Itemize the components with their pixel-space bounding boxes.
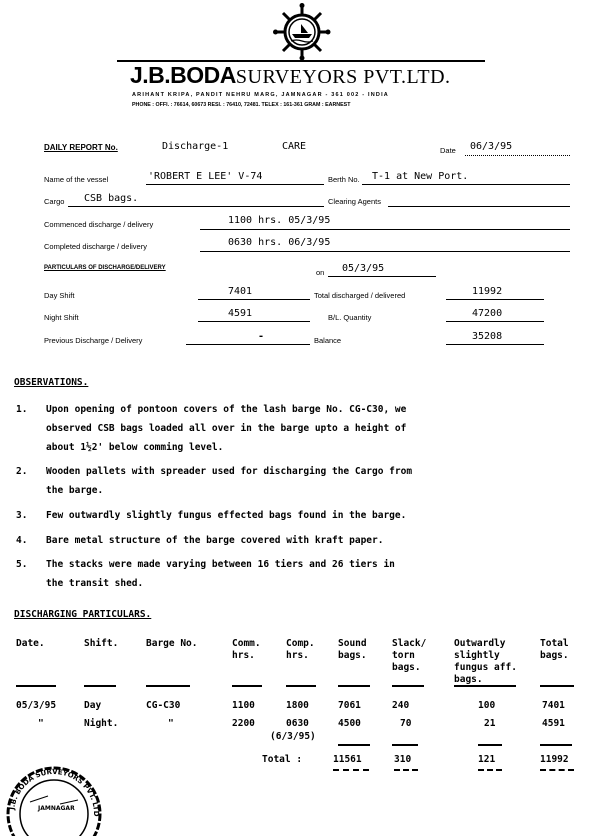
table-cell: 1100: [232, 700, 255, 711]
col-header-sound: Sound bags.: [338, 638, 367, 661]
table-cell: (6/3/95): [270, 731, 316, 742]
company-name-tail: SURVEYORS PVT.LTD.: [235, 66, 451, 88]
sum-rule: [392, 744, 418, 746]
on-label: on: [316, 268, 325, 277]
table-cell: 21: [484, 718, 496, 729]
header-rule: [392, 685, 424, 687]
col-header-barge: Barge No.: [146, 638, 198, 649]
table-cell: ": [38, 718, 44, 729]
day-shift-label: Day Shift: [44, 291, 75, 300]
observation-number: 2.: [16, 466, 28, 477]
particulars-label: PARTICULARS OF DISCHARGE/DELIVERY: [44, 265, 166, 271]
observation-line: about 1½2' below comming level.: [46, 442, 224, 453]
observation-line: observed CSB bags loaded all over in the barge upto a height of: [46, 423, 407, 434]
balance-label: Balance: [314, 336, 342, 345]
col-header-date: Date.: [16, 638, 45, 649]
sum-rule: [338, 744, 370, 746]
bl-quantity-line: [446, 321, 544, 322]
previous-discharge-label: Previous Discharge / Delivery: [44, 336, 143, 345]
vessel-line: [146, 184, 324, 185]
observation-line: Few outwardly slightly fungus effected bags found in the barge.: [46, 510, 407, 521]
on-value: 05/3/95: [342, 263, 385, 274]
observation-line: the barge.: [46, 485, 104, 496]
berth-value: T-1 at New Port.: [372, 171, 469, 182]
date-dotted-line: [465, 155, 570, 156]
daily-report-value: Discharge-1: [162, 141, 229, 152]
commenced-label: Commenced discharge / delivery: [44, 220, 154, 229]
col-header-comm: Comm. hrs.: [232, 638, 261, 661]
on-line: [328, 276, 436, 277]
total-double-rule: [540, 769, 574, 771]
header-rule: [286, 685, 316, 687]
day-shift-line: [198, 299, 310, 300]
berth-line: [362, 184, 570, 185]
company-name: [130, 62, 451, 89]
discharging-heading: DISCHARGING PARTICULARS.: [14, 609, 152, 620]
company-logo: [272, 2, 332, 60]
col-header-outwardly: Outwardly slightly fungus aff. bags.: [454, 638, 517, 685]
table-cell: 7401: [542, 700, 565, 711]
col-header-shift: Shift.: [84, 638, 119, 649]
header-rule: [338, 685, 370, 687]
day-shift-value: 7401: [228, 286, 253, 297]
night-shift-label: Night Shift: [44, 313, 79, 322]
balance-line: [446, 344, 544, 345]
table-cell: 7061: [338, 700, 361, 711]
header-rule: [84, 685, 116, 687]
balance-value: 35208: [472, 331, 503, 342]
total-discharged-value: 11992: [472, 286, 503, 297]
observation-number: 4.: [16, 535, 28, 546]
daily-report-label: DAILY REPORT No.: [44, 143, 118, 152]
total-double-rule: [478, 769, 502, 771]
observation-number: 5.: [16, 559, 28, 570]
total-outwardly: 121: [478, 754, 496, 765]
header-rule: [232, 685, 262, 687]
table-cell: 100: [478, 700, 496, 711]
header-rule: [540, 685, 574, 687]
completed-value: 0630 hrs. 06/3/95: [228, 237, 331, 248]
header-rule: [16, 685, 56, 687]
svg-text:JAMNAGAR: JAMNAGAR: [38, 805, 75, 812]
previous-discharge-value: -: [258, 331, 265, 342]
date-label: Date: [440, 146, 456, 155]
table-cell: 2200: [232, 718, 255, 729]
date-value: 06/3/95: [470, 141, 513, 152]
company-contacts: PHONE : OFFI. : 76614, 60673 RESI. : 76410, 72481. TELEX : 161-361 GRAM : EARNEST: [132, 102, 351, 108]
total-total: 11992: [540, 754, 569, 765]
col-header-slack: Slack/ torn bags.: [392, 638, 427, 673]
completed-label: Completed discharge / delivery: [44, 242, 147, 251]
table-cell: 0630: [286, 718, 309, 729]
company-stamp: [0, 756, 110, 836]
table-cell: 4591: [542, 718, 565, 729]
cargo-line: [68, 206, 324, 207]
observation-line: the transit shed.: [46, 578, 144, 589]
commenced-value: 1100 hrs. 05/3/95: [228, 215, 331, 226]
total-double-rule: [333, 769, 369, 771]
vessel-label: Name of the vessel: [44, 175, 109, 184]
sum-rule: [478, 744, 502, 746]
sum-rule: [540, 744, 572, 746]
total-slack: 310: [394, 754, 412, 765]
table-cell: Day: [84, 700, 102, 711]
table-cell: 05/3/95: [16, 700, 57, 711]
clearing-agents-label: Clearing Agents: [328, 197, 381, 206]
company-name-main: J.B.BODA: [130, 62, 236, 88]
table-cell: 70: [400, 718, 412, 729]
clearing-agents-line: [388, 206, 570, 207]
observation-line: Bare metal structure of the barge covered with kraft paper.: [46, 535, 384, 546]
col-header-total: Total bags.: [540, 638, 569, 661]
header-rule: [454, 685, 516, 687]
total-sound: 11561: [333, 754, 362, 765]
previous-discharge-line: [186, 344, 310, 345]
care-label: CARE: [282, 141, 307, 152]
header-rule: [146, 685, 190, 687]
observation-line: Wooden pallets with spreader used for discharging the Cargo from: [46, 466, 413, 477]
night-shift-value: 4591: [228, 308, 253, 319]
completed-line: [200, 251, 570, 252]
totals-label: Total :: [262, 754, 303, 765]
observations-heading: OBSERVATIONS.: [14, 377, 89, 388]
table-cell: CG-C30: [146, 700, 181, 711]
col-header-comp: Comp. hrs.: [286, 638, 315, 661]
berth-label: Berth No.: [328, 175, 360, 184]
total-discharged-label: Total discharged / delivered: [314, 291, 406, 300]
table-cell: ": [168, 718, 174, 729]
company-address: ARIHANT KRIPA, PANDIT NEHRU MARG, JAMNAGAR - 361 002 - INDIA: [132, 92, 389, 98]
commenced-line: [200, 229, 570, 230]
total-discharged-line: [446, 299, 544, 300]
observation-number: 3.: [16, 510, 28, 521]
cargo-label: Cargo: [44, 197, 65, 206]
vessel-value: 'ROBERT E LEE' V-74: [148, 171, 263, 182]
bl-quantity-label: B/L. Quantity: [328, 313, 372, 322]
table-cell: Night.: [84, 718, 119, 729]
svg-text:J.B. BODA SURVEYORS PVT. LTD.: J.B. BODA SURVEYORS PVT. LTD: [8, 767, 101, 817]
bl-quantity-value: 47200: [472, 308, 503, 319]
total-double-rule: [394, 769, 418, 771]
observation-line: The stacks were made varying between 16 tiers and 26 tiers in: [46, 559, 395, 570]
table-cell: 4500: [338, 718, 361, 729]
observation-line: Upon opening of pontoon covers of the lash barge No. CG-C30, we: [46, 404, 407, 415]
table-cell: 1800: [286, 700, 309, 711]
night-shift-line: [198, 321, 310, 322]
cargo-value: CSB bags.: [84, 193, 139, 204]
observation-number: 1.: [16, 404, 28, 415]
table-cell: 240: [392, 700, 410, 711]
